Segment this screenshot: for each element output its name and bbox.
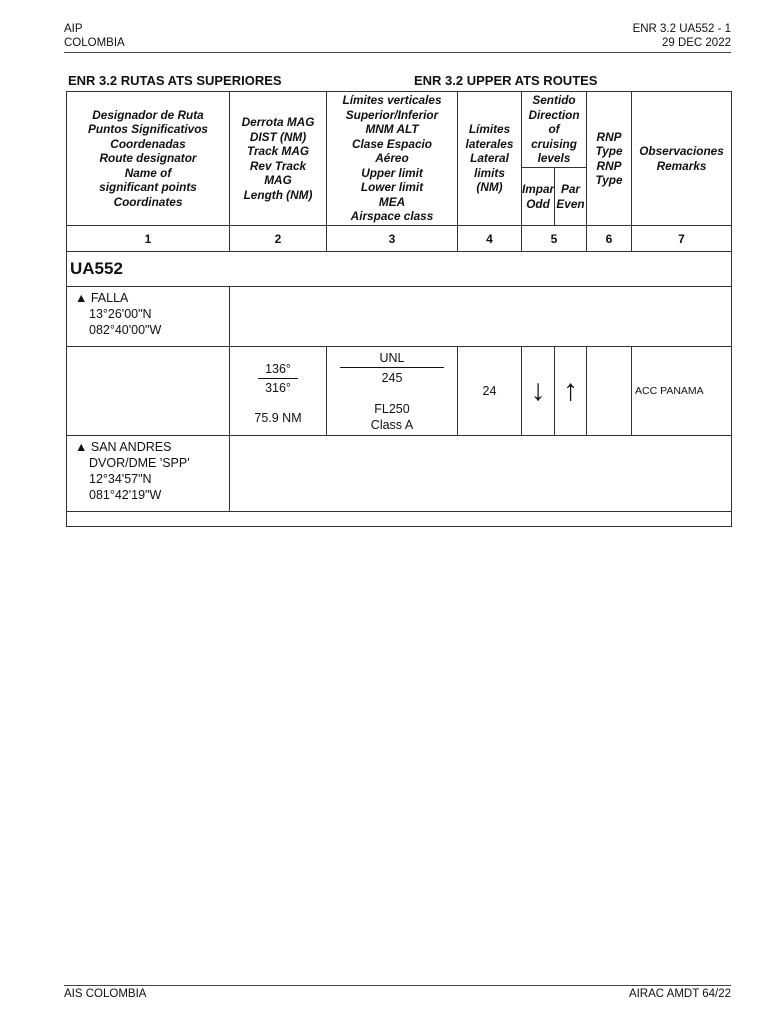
waypoint-latitude: 13°26'00"N	[89, 307, 152, 321]
col-header-odd: Impar Odd	[522, 168, 555, 226]
col-header-lateral-limits: Límites laterales Lateral limits (NM)	[458, 92, 522, 226]
col-header-even: Par Even	[555, 168, 587, 226]
column-number: 4	[458, 226, 522, 252]
waypoint-row-blank	[230, 436, 732, 512]
col-header-rnp-type: RNP Type RNP Type	[587, 92, 632, 226]
col-header-vertical-limits: Límites verticales Superior/Inferior MNM ALT Clase Espacio Aéreo Upper limit Lower limit MEA Airspace class	[327, 92, 458, 226]
remarks: ACC PANAMA	[632, 347, 732, 436]
header-date: 29 DEC 2022	[661, 37, 731, 49]
waypoint-latitude: 12°34'57"N	[89, 472, 152, 486]
arrow-down-icon: ↓	[530, 374, 546, 407]
rev-track-mag: 316°	[265, 380, 291, 395]
arrow-up-icon: ↑	[563, 374, 578, 407]
even-direction-cell	[555, 347, 587, 436]
page-header-right	[633, 22, 731, 50]
segment-length: 75.9 NM	[254, 410, 302, 425]
waypoint-navaid: DVOR/DME 'SPP'	[89, 456, 190, 470]
column-number: 5	[522, 226, 587, 252]
col-header-direction: Sentido Direction of cruising levels	[522, 92, 587, 168]
column-number: 2	[230, 226, 327, 252]
header-page-ref: ENR 3.2 UA552 - 1	[632, 23, 731, 35]
col-header-designator: Designador de Ruta Puntos Significativos Coordenadas Route designator Name of significant points Coordinates	[67, 92, 230, 226]
segment-track	[230, 347, 327, 436]
column-number: 3	[327, 226, 458, 252]
waypoint-falla	[67, 287, 230, 347]
page-header-left	[64, 22, 125, 50]
upper-limit: UNL	[340, 351, 444, 368]
segment-blank-cell	[67, 347, 230, 436]
track-mag: 136°	[258, 362, 298, 379]
header-divider	[64, 52, 731, 53]
mea: 245	[381, 370, 403, 385]
section-title-en: ENR 3.2 UPPER ATS ROUTES	[414, 73, 598, 88]
footer-publisher: AIS COLOMBIA	[64, 988, 147, 1000]
odd-direction-cell	[522, 347, 555, 436]
table-end-row	[67, 512, 732, 527]
lateral-limits: 24	[458, 347, 522, 436]
waypoint-longitude: 081°42'19"W	[89, 488, 162, 502]
waypoint-row-blank	[230, 287, 732, 347]
rnp-type	[587, 347, 632, 436]
waypoint-name: FALLA	[90, 291, 129, 305]
header-country: COLOMBIA	[64, 37, 125, 49]
column-number: 6	[587, 226, 632, 252]
segment-vertical-limits	[327, 347, 458, 436]
footer-amendment: AIRAC AMDT 64/22	[628, 988, 731, 1000]
column-number: 1	[67, 226, 230, 252]
col-header-track: Derrota MAG DIST (NM) Track MAG Rev Track MAG Length (NM)	[230, 92, 327, 226]
footer-divider	[64, 985, 731, 986]
header-aip: AIP	[64, 23, 83, 35]
waypoint-name: SAN ANDRES	[90, 440, 172, 454]
section-title-es: ENR 3.2 RUTAS ATS SUPERIORES	[68, 73, 282, 88]
waypoint-san-andres	[67, 436, 230, 512]
waypoint-triangle-icon: ▲	[75, 291, 88, 305]
airspace-class: Class A	[370, 417, 414, 432]
column-number: 7	[632, 226, 732, 252]
route-designator: UA552	[67, 252, 732, 287]
waypoint-triangle-icon: ▲	[75, 440, 88, 454]
route-table	[66, 91, 732, 527]
col-header-remarks: Observaciones Remarks	[632, 92, 732, 226]
lower-limit: FL250	[374, 401, 410, 416]
waypoint-longitude: 082°40'00"W	[89, 323, 162, 337]
